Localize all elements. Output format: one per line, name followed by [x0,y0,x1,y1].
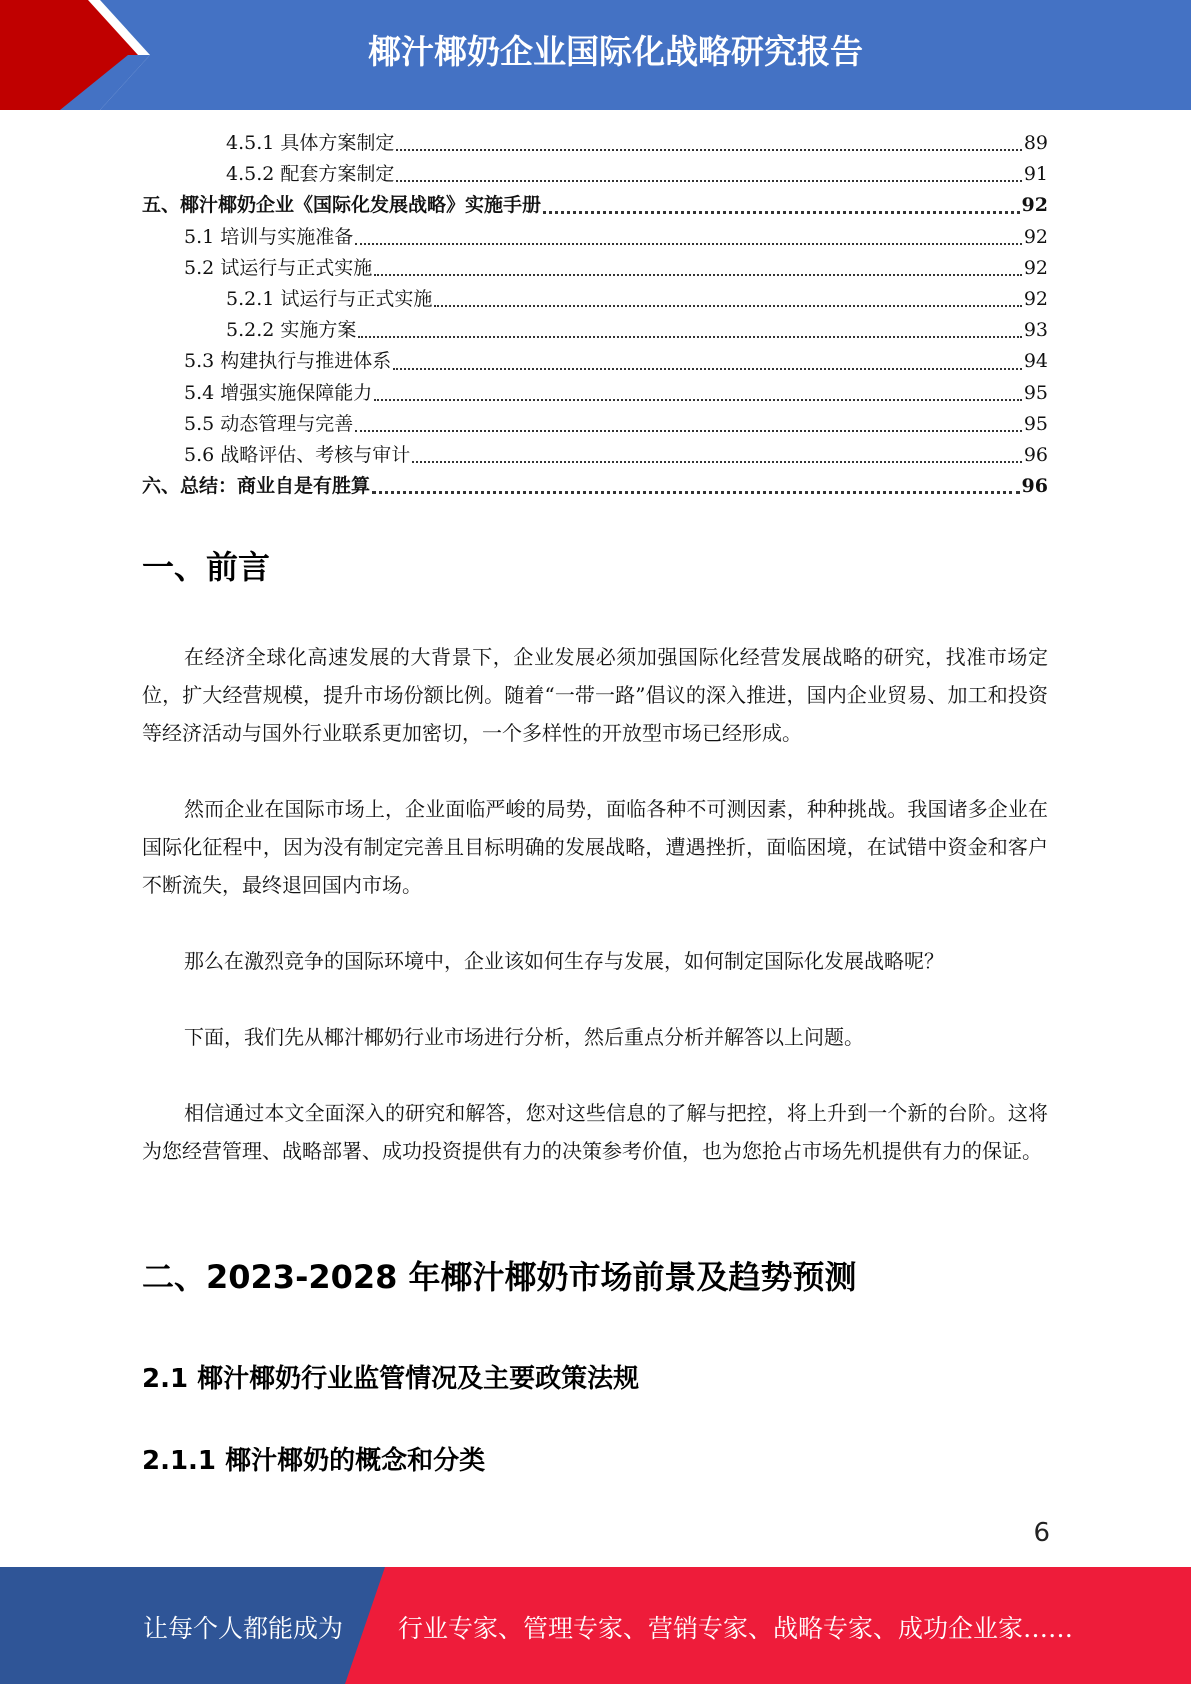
toc-entry-label: 4.5.1 具体方案制定 [226,132,395,154]
toc-entry-page: 92 [1023,287,1048,310]
toc-dot-leader [372,491,1020,494]
toc-entry-page: 92 [1023,256,1048,279]
toc-entry-page: 94 [1023,350,1048,373]
toc-entry[interactable] [142,222,1048,253]
toc-dot-leader [358,336,1021,338]
toc-entry[interactable] [142,284,1048,315]
page-number: 6 [1033,1518,1050,1548]
toc-dot-leader [412,461,1022,463]
toc-entry-label: 5.2.2 实施方案 [226,319,357,342]
paragraph: 下面，我们先从椰汁椰奶行业市场进行分析，然后重点分析并解答以上问题。 [184,1025,864,1049]
toc-dot-leader [434,305,1021,307]
toc-entry[interactable] [142,128,1048,159]
toc-entry[interactable] [142,315,1048,346]
toc-entry-label: 5.2.1 试运行与正式实施 [226,287,433,310]
toc-entry[interactable] [142,378,1048,409]
paragraph: 然而企业在国际市场上，企业面临严峻的局势，面临各种不可测因素，种种挑战。我国诸多企业在国际化征程中，因为没有制定完善且目标明确的发展战略，遭遇挫折，面临困境，在试错中资金和客户不断流失，最终退回国内市场。 [142,797,1048,897]
toc-entry-label: 4.5.2 配套方案制定 [226,163,395,186]
toc-entry-page: 92 [1021,194,1048,217]
toc-entry-page: 96 [1021,475,1048,498]
page-header [0,0,1191,110]
toc-entry-page: 92 [1023,225,1048,248]
subsubsection-heading: 2.1.1 椰汁椰奶的概念和分类 [142,1446,486,1476]
toc-dot-leader [393,368,1022,370]
toc-dot-leader [355,430,1022,432]
toc-entry[interactable] [142,471,1048,502]
toc-entry-label: 5.3 构建执行与推进体系 [184,350,392,373]
toc-entry-page: 91 [1023,163,1048,186]
toc-dot-leader [355,243,1022,245]
toc-entry-label: 5.2 试运行与正式实施 [184,256,373,279]
header-title: 椰汁椰奶企业国际化战略研究报告 [368,32,863,71]
toc-entry-label: 5.1 培训与实施准备 [184,225,354,248]
toc-entry-page: 95 [1023,412,1048,435]
toc-dot-leader [374,399,1022,401]
paragraph: 在经济全球化高速发展的大背景下，企业发展必须加强国际化经营发展战略的研究，找准市场定位，扩大经营规模，提升市场份额比例。随着“一带一路”倡议的深入推进，国内企业贸易、加工和投资等经济活动与国外行业联系更加密切，一个多样性的开放型市场已经形成。 [142,645,1048,745]
toc-entry-page: 96 [1023,443,1048,466]
subsection-heading: 2.1 椰汁椰奶行业监管情况及主要政策法规 [142,1364,640,1394]
toc-dot-leader [543,211,1020,214]
toc-entry[interactable] [142,409,1048,440]
toc-entry-label: 5.5 动态管理与完善 [184,412,354,435]
toc-entry-page: 93 [1023,319,1048,342]
toc-entry[interactable] [142,440,1048,471]
toc-entry[interactable] [142,159,1048,190]
section-heading-market-outlook: 二、2023-2028 年椰汁椰奶市场前景及趋势预测 [142,1258,857,1296]
toc-entry-label: 五、椰汁椰奶企业《国际化发展战略》实施手册 [142,194,542,217]
toc-dot-leader [396,180,1021,182]
toc-entry-label: 六、总结：商业自是有胜算 [142,475,371,498]
toc-entry[interactable] [142,346,1048,377]
paragraph: 那么在激烈竞争的国际环境中，企业该如何生存与发展，如何制定国际化发展战略呢？ [184,949,944,973]
toc-entry[interactable] [142,190,1048,221]
paragraph: 相信通过本文全面深入的研究和解答，您对这些信息的了解与把控，将上升到一个新的台阶。这将为您经营管理、战略部署、成功投资提供有力的决策参考价值，也为您抢占市场先机提供有力的保证。 [142,1101,1048,1163]
toc-entry-label: 5.6 战略评估、考核与审计 [184,443,411,466]
toc-entry-page: 95 [1023,381,1048,404]
toc-dot-leader [396,149,1021,151]
footer-slogan-left: 让每个人都能成为 [143,1614,344,1643]
toc-entry[interactable] [142,253,1048,284]
toc-entry-label: 5.4 增强实施保障能力 [184,381,373,404]
footer-slogan-right: 行业专家、管理专家、营销专家、战略专家、成功企业家…… [398,1614,1074,1643]
table-of-contents [142,128,1048,502]
page-footer [0,1567,1191,1684]
toc-entry-page: 89 [1023,132,1048,154]
toc-dot-leader [374,274,1022,276]
section-heading-preface: 一、前言 [142,548,271,586]
